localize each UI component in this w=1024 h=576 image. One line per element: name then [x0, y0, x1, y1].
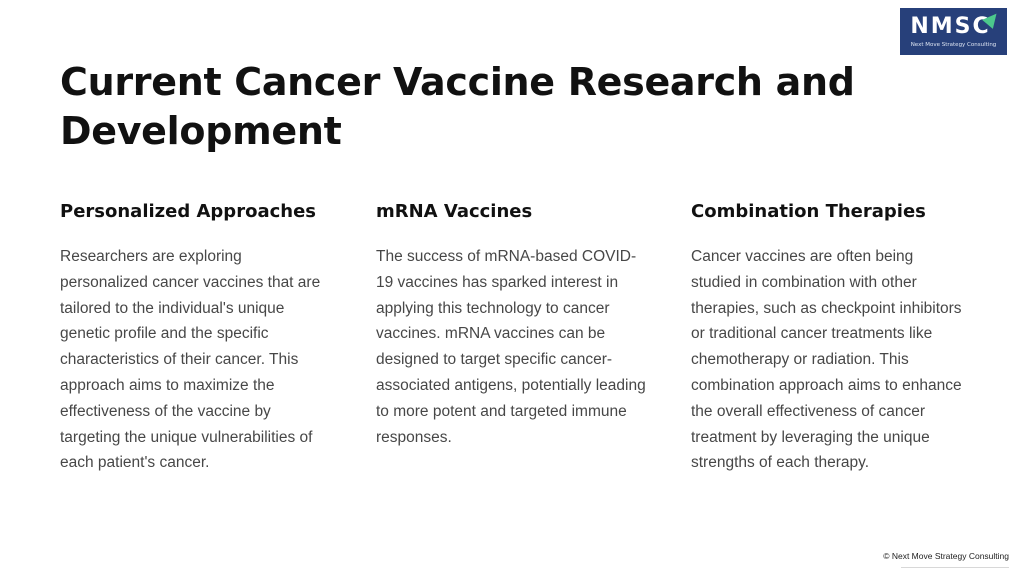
- column-body: Researchers are exploring personalized cancer vaccines that are tailored to the individual's unique genetic profile and the specific characteristics of their cancer. This approach aims to maximize the effectiveness of the vaccine by targeting the unique vulnerabilities of each patient's cancer.: [60, 248, 321, 472]
- company-logo: [900, 8, 1007, 55]
- footer-divider: [901, 567, 1009, 568]
- page-title: Current Cancer Vaccine Research and Development: [60, 60, 855, 153]
- column-heading: Personalized Approaches: [60, 201, 316, 222]
- column-body: The success of mRNA-based COVID-19 vaccines has sparked interest in applying this technology to cancer vaccines. mRNA vaccines can be designed to target specific cancer-associated antigens, potentially leading to more potent and targeted immune responses.: [376, 248, 646, 446]
- column-combination-therapies: [691, 200, 971, 476]
- logo-subtitle: Next Move Strategy Consulting: [910, 42, 997, 48]
- column-heading: mRNA Vaccines: [376, 201, 533, 222]
- column-body: Cancer vaccines are often being studied in combination with other therapies, such as checkpoint inhibitors or traditional cancer treatments like chemotherapy or radiation. This combination approach aims to enhance the overall effectiveness of cancer treatment by leveraging the unique strengths of each therapy.: [691, 248, 962, 472]
- column-personalized-approaches: [60, 200, 340, 476]
- copyright-footer: © Next Move Strategy Consulting: [883, 551, 1009, 561]
- logo-mark: NMSC: [910, 14, 991, 39]
- column-heading: Combination Therapies: [691, 201, 926, 222]
- column-mrna-vaccines: [376, 200, 656, 450]
